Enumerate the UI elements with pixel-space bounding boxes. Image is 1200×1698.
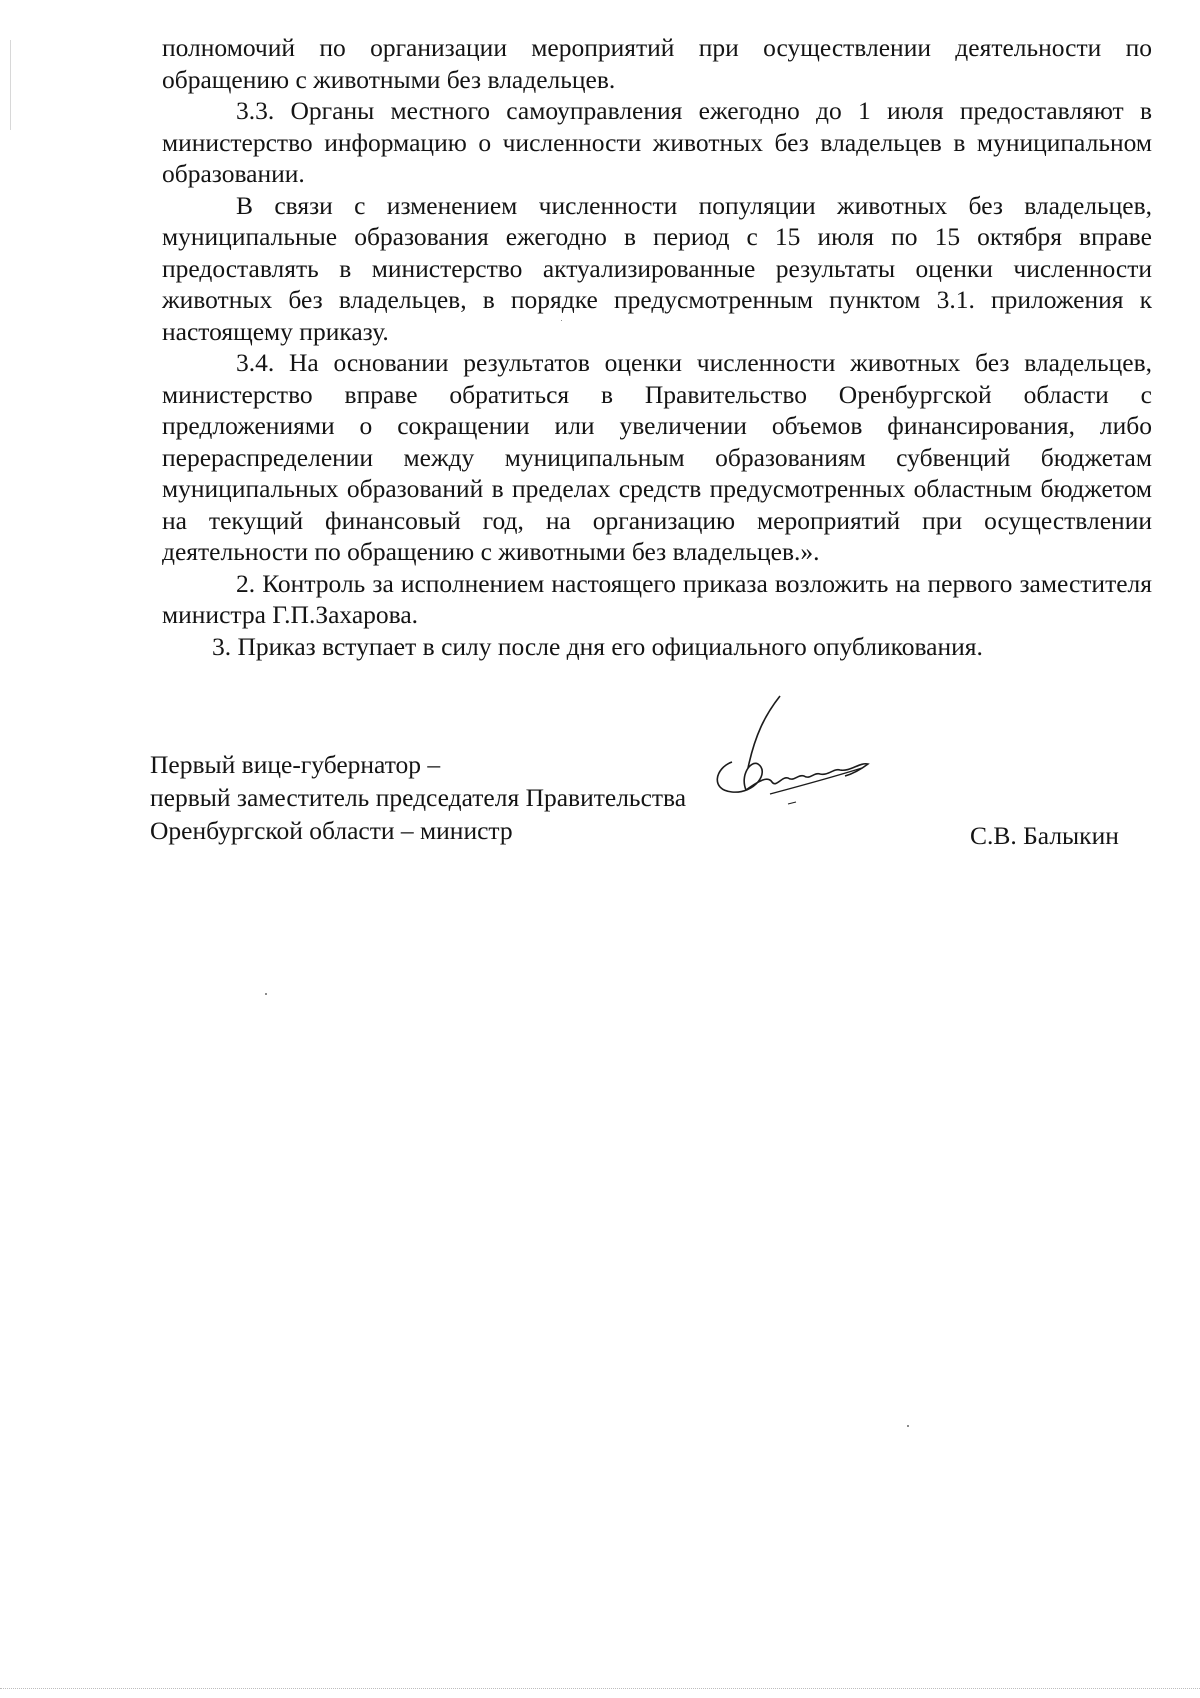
signatory-title — [150, 748, 686, 847]
handwritten-signature — [710, 690, 900, 820]
signatory-title-line: первый заместитель председателя Правительства — [150, 783, 687, 812]
scan-speck — [265, 993, 267, 995]
document-body — [162, 32, 1152, 662]
scan-speck — [561, 320, 562, 321]
scan-edge-left — [10, 40, 11, 130]
paragraph-population-change: В связи с изменением численности популяции животных без владельцев, муниципальные образования ежегодно в период с 15 июля по 15 октября вправе предоставлять в министерство актуализированные результаты оценки численности животных без владельцев, в порядке предусмотренным пунктом 3.1. приложения к настоящему приказу. — [162, 190, 1152, 346]
paragraph-3-3: 3.3. Органы местного самоуправления ежегодно до 1 июля предоставляют в министерство информацию о численности животных без владельцев в муниципальном образовании. — [162, 96, 1152, 188]
paragraph-control: 2. Контроль за исполнением настоящего приказа возложить на первого заместителя министра Г.П.Захарова. — [162, 568, 1152, 629]
signatory-title-line: Первый вице-губернатор – — [150, 750, 441, 779]
scan-speck — [907, 1425, 909, 1427]
paragraph-effective-date: 3. Приказ вступает в силу после дня его официального опубликования. — [212, 631, 983, 661]
paragraph-3-4: 3.4. На основании результатов оценки численности животных без владельцев, министерство вправе обратиться в Правительство Оренбургской области с предложениями о сокращении или увеличении объемов финансирования, либо перераспределении между муниципальным образованиям субвенций бюджетам муниципальных образований в пределах средств предусмотренных областным бюджетом на текущий финансовый год, на организацию мероприятий при осуществлении деятельности по обращению с животными без владельцев.». — [162, 348, 1152, 566]
paragraph-continuation: полномочий по организации мероприятий при осуществлении деятельности по обращению с животными без владельцев. — [162, 33, 1152, 94]
signatory-name: С.В. Балыкин — [970, 821, 1119, 850]
scan-edge-bottom — [0, 1688, 1200, 1690]
signatory-title-line: Оренбургской области – министр — [150, 816, 513, 845]
